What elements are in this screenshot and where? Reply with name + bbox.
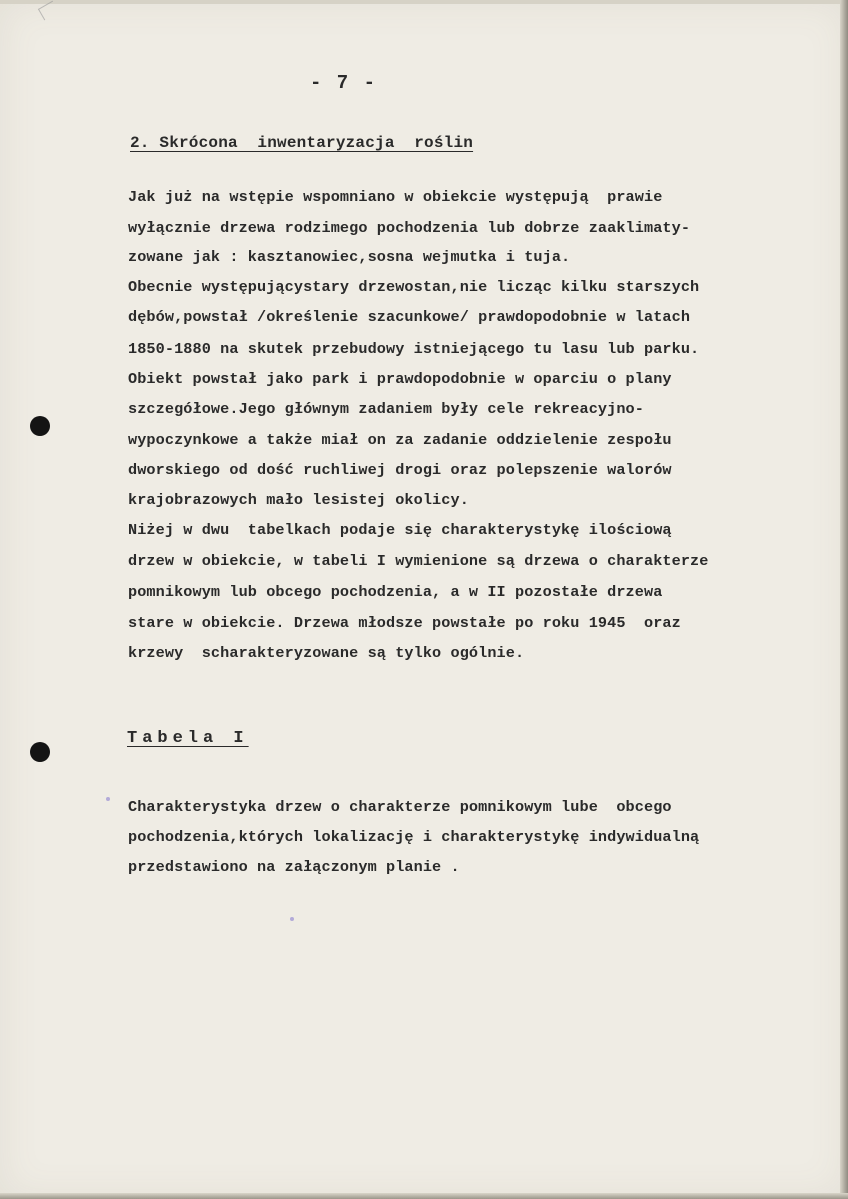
page-right-edge xyxy=(840,0,848,1199)
paragraph-line: wypoczynkowe a także miał on za zadanie oddzielenie zespołu xyxy=(128,431,672,449)
punch-hole-bottom xyxy=(30,742,50,762)
paragraph-line: Obiekt powstał jako park i prawdopodobnie w oparciu o plany xyxy=(128,370,672,388)
page-number: - 7 - xyxy=(310,72,378,94)
page-top-edge xyxy=(0,0,848,4)
table-description-line: przedstawiono na załączonym planie . xyxy=(128,858,460,876)
ink-dot xyxy=(290,917,294,921)
paragraph-line: stare w obiekcie. Drzewa młodsze powstałe po roku 1945 oraz xyxy=(128,614,681,632)
paragraph-line: krzewy scharakteryzowane są tylko ogólnie. xyxy=(128,644,525,662)
paragraph-line: Jak już na wstępie wspomniano w obiekcie występują prawie xyxy=(128,188,663,206)
paragraph-line: krajobrazowych mało lesistej okolicy. xyxy=(128,491,469,509)
punch-hole-top xyxy=(30,416,50,436)
paragraph-line: szczegółowe.Jego głównym zadaniem były cele rekreacyjno- xyxy=(128,400,644,418)
paragraph-line: zowane jak : kasztanowiec,sosna wejmutka i tuja. xyxy=(128,248,571,266)
paragraph-line: pomnikowym lub obcego pochodzenia, a w II pozostałe drzewa xyxy=(128,583,663,601)
paragraph-line: Niżej w dwu tabelkach podaje się charakterystykę ilościową xyxy=(128,521,672,539)
section-heading: 2. Skrócona inwentaryzacja roślin xyxy=(130,134,474,152)
paragraph-line: drzew w obiekcie, w tabeli I wymienione są drzewa o charakterze xyxy=(128,552,709,570)
table-description-line: Charakterystyka drzew o charakterze pomnikowym lube obcego xyxy=(128,798,672,816)
page-bottom-edge xyxy=(0,1193,848,1199)
paragraph-line: dębów,powstał /określenie szacunkowe/ prawdopodobnie w latach xyxy=(128,308,691,326)
table-title: Tabela I xyxy=(127,729,249,748)
paragraph-line: Obecnie występującystary drzewostan,nie licząc kilku starszych xyxy=(128,278,700,296)
paragraph-line: 1850-1880 na skutek przebudowy istniejącego tu lasu lub parku. xyxy=(128,340,700,358)
paragraph-line: dworskiego od dość ruchliwej drogi oraz polepszenie walorów xyxy=(128,461,672,479)
paragraph-line: wyłącznie drzewa rodzimego pochodzenia lub dobrze zaaklimaty- xyxy=(128,219,691,237)
ink-dot xyxy=(106,797,110,801)
table-description-line: pochodzenia,których lokalizację i charakterystykę indywidualną xyxy=(128,828,700,846)
